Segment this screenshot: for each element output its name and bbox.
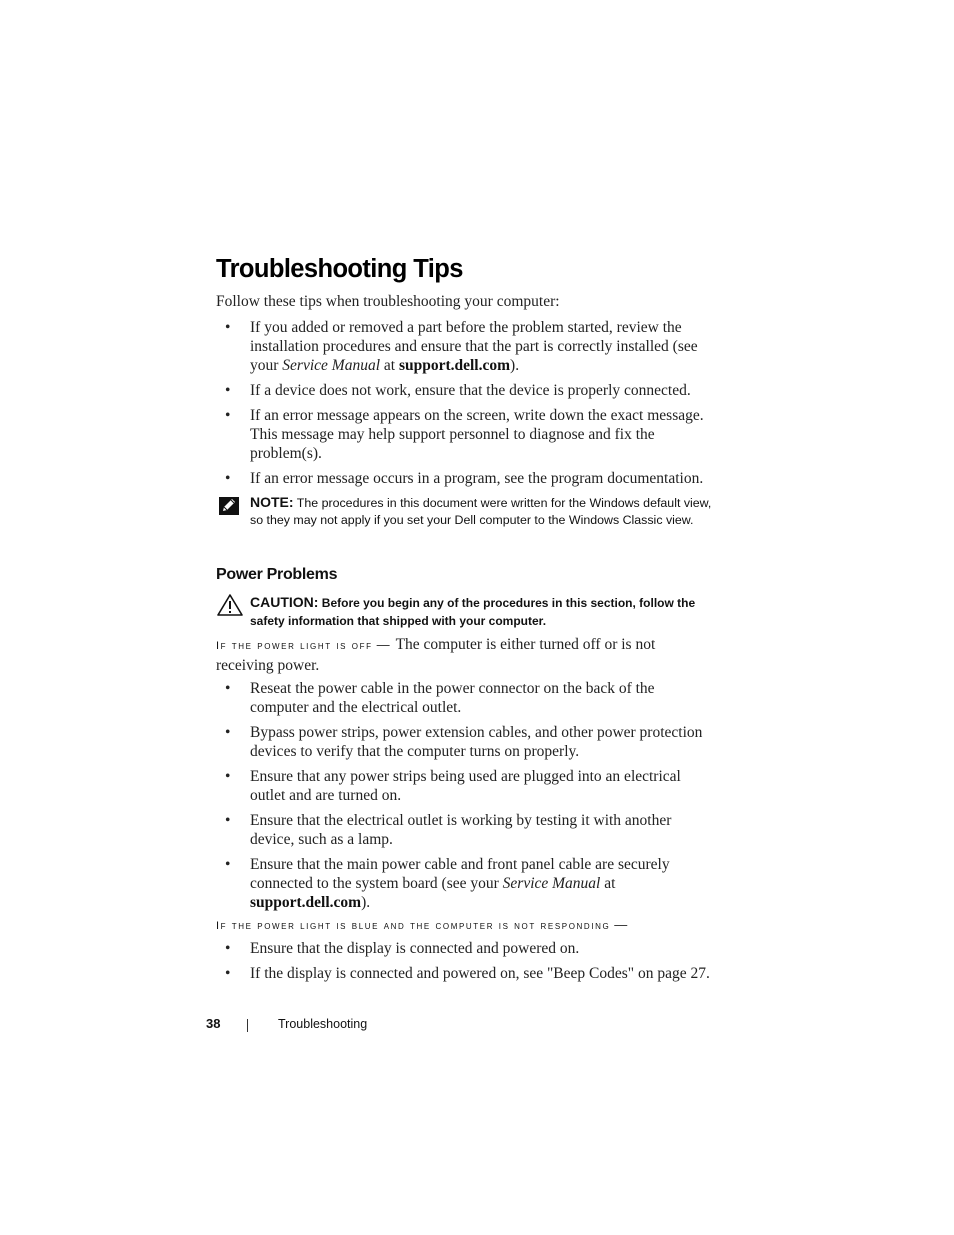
list-item: • If a device does not work, ensure that the device is properly connected.	[225, 382, 691, 399]
subheading: If the power light is off	[216, 640, 373, 652]
list-item: • If an error message occurs in a program, see the program documentation.	[225, 470, 704, 487]
power-off-steps	[216, 679, 716, 912]
section-heading: Power Problems	[216, 566, 338, 583]
caution-text: CAUTION: Before you begin any of the procedures in this section, follow the safety information that shipped with your computer.	[250, 594, 696, 628]
list-item: • Ensure that any power strips being used are plugged into an electrical outlet and are turned on.	[225, 768, 681, 804]
note-pencil-icon	[218, 496, 240, 516]
bullet: •	[225, 812, 231, 829]
note-label: NOTE:	[250, 494, 294, 510]
note-box	[216, 494, 716, 529]
power-blue-steps	[216, 939, 716, 983]
bullet: •	[225, 965, 231, 982]
bullet: •	[225, 319, 231, 336]
bullet: •	[225, 470, 231, 487]
list-item: • Ensure that the display is connected and powered on.	[225, 940, 580, 957]
list-item: • If you added or removed a part before the problem started, review the installation procedures and ensure that the part is correctly installed (see your Service Manual at support.dell.com).	[225, 319, 698, 374]
list-item: • Reseat the power cable in the power connector on the back of the computer and the electrical outlet.	[225, 680, 655, 716]
bullet: •	[225, 768, 231, 785]
bullet: •	[225, 680, 231, 697]
bullet: •	[225, 856, 231, 873]
footer-divider	[247, 1019, 248, 1032]
list-item: • If the display is connected and powered on, see "Beep Codes" on page 27.	[225, 965, 710, 982]
page-number: 38	[206, 1016, 221, 1031]
list-item: • Ensure that the electrical outlet is working by testing it with another device, such as a lamp.	[225, 812, 672, 848]
bullet: •	[225, 382, 231, 399]
caution-box	[216, 593, 716, 630]
bullet: •	[225, 724, 231, 741]
note-text: NOTE: The procedures in this document were written for the Windows default view, so they may not apply if you set your Dell computer to the Windows Classic view.	[250, 494, 712, 527]
list-item: • If an error message appears on the screen, write down the exact message. This message may help support personnel to diagnose and fix the problem(s).	[225, 407, 704, 462]
list-item: • Ensure that the main power cable and front panel cable are securely connected to the system board (see your Service Manual at support.dell.com).	[225, 856, 670, 911]
intro-text: Follow these tips when troubleshooting your computer:	[216, 293, 560, 310]
support-link[interactable]: support.dell.com	[250, 894, 362, 911]
caution-label: CAUTION:	[250, 594, 319, 610]
power-off-paragraph: If the power light is off — The computer is either turned off or is not receiving power.	[216, 636, 656, 674]
bullet: •	[225, 407, 231, 424]
bullet: •	[225, 940, 231, 957]
tips-list	[216, 318, 716, 488]
subheading: If the power light is blue and the computer is not responding	[216, 920, 611, 932]
page-title: Troubleshooting Tips	[216, 255, 463, 283]
power-blue-paragraph: If the power light is blue and the computer is not responding —	[216, 917, 628, 932]
support-link[interactable]: support.dell.com	[398, 357, 511, 374]
list-item: • Bypass power strips, power extension cables, and other power protection devices to verify that the computer turns on properly.	[225, 724, 703, 760]
manual-title: Service Manual	[502, 875, 601, 892]
footer-section-title: Troubleshooting	[278, 1017, 368, 1031]
manual-title: Service Manual	[282, 357, 380, 374]
warning-triangle-icon	[216, 593, 244, 617]
